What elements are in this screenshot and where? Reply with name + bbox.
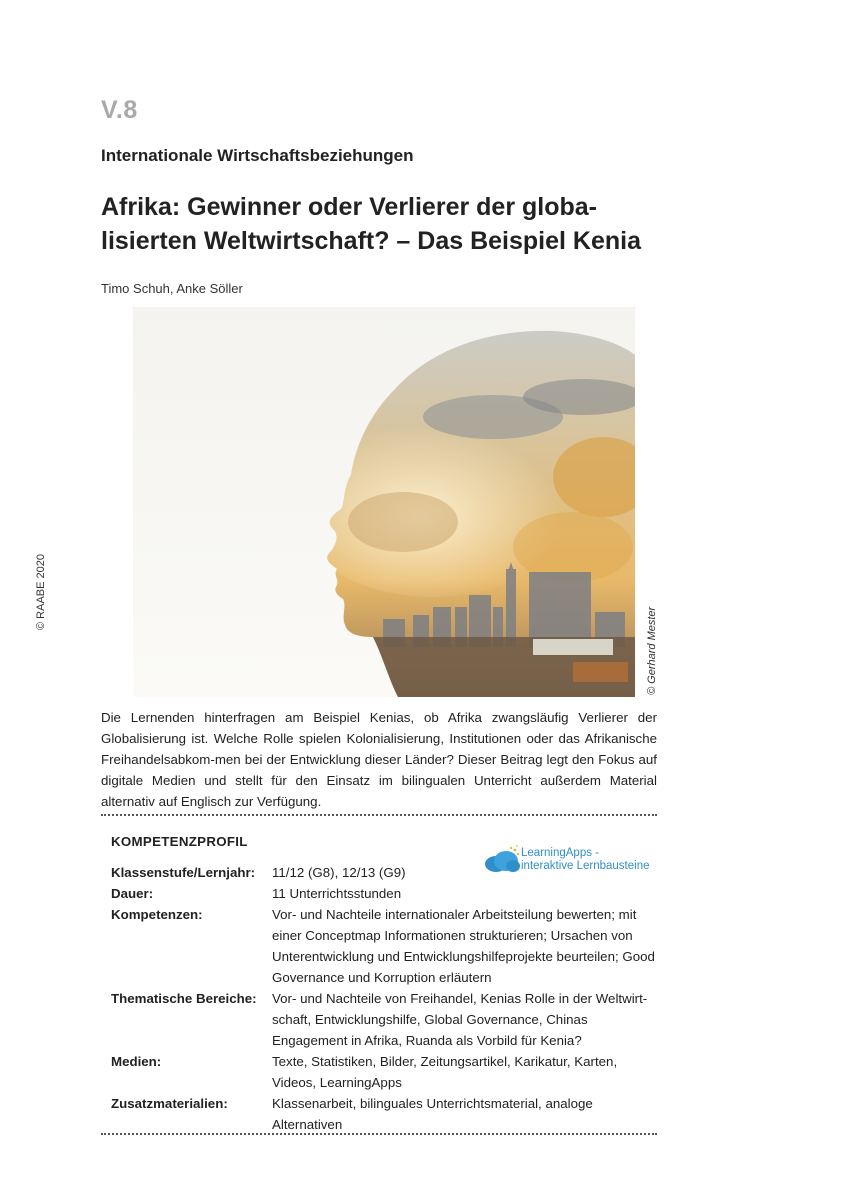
photo-credit: © Gerhard Mester	[646, 606, 658, 695]
profile-value: Klassenarbeit, bilinguales Unterrichtsmaterial, analoge Alternativen	[272, 1096, 593, 1132]
profile-row	[111, 1093, 657, 1135]
logo-text-line-1: LearningApps -	[521, 847, 599, 859]
logo-text-line-2: interaktive Lernbausteine	[521, 860, 650, 872]
subject-heading: Internationale Wirtschaftsbeziehungen	[101, 146, 414, 165]
profile-row	[111, 988, 657, 1051]
section-number: V.8	[101, 96, 138, 124]
profile-value: Texte, Statistiken, Bilder, Zeitungsartikel, Karikatur, Karten, Videos, LearningApps	[272, 1054, 618, 1090]
profile-row	[111, 1051, 657, 1093]
profile-label: Klassenstufe/Lernjahr:	[111, 865, 256, 880]
profile-row	[111, 883, 657, 904]
authors: Timo Schuh, Anke Söller	[101, 281, 243, 296]
side-copyright: © RAABE 2020	[35, 554, 47, 630]
profile-value: 11 Unterrichtsstunden	[272, 886, 402, 901]
profile-row	[111, 862, 657, 883]
title-line-1: Afrika: Gewinner oder Verlierer der globa-	[101, 193, 597, 221]
profile-row	[111, 904, 657, 988]
divider-top	[101, 814, 657, 816]
intro-paragraph: Die Lernenden hinterfragen am Beispiel Kenias, ob Afrika zwangsläufig Verlierer der Globalisierung ist. Welche Rolle spielen Kolonialisierung, Institutionen oder das Afrikanische Freihandelsabkom-men bei der Entwicklung dieser Länder? Dieser Beitrag legt den Fokus auf digitale Medien und stellt für den Einsatz im bilingualen Unterricht außerdem Material alternativ auf Englisch zur Verfügung.	[101, 710, 657, 809]
profile-label: Medien:	[111, 1054, 162, 1069]
profile-label: Zusatzmaterialien:	[111, 1096, 228, 1111]
profile-heading: KOMPETENZPROFIL	[111, 834, 248, 849]
profile-label: Dauer:	[111, 886, 154, 901]
profile-value: Vor- und Nachteile internationaler Arbeitsteilung bewerten; mit einer Conceptmap Informationen strukturieren; Ursachen von Unterentwicklung und Entwicklungshilfeprojekte beurteilen; Good Governance und Korruption erläutern	[272, 907, 655, 985]
profile-value: 11/12 (G8), 12/13 (G9)	[272, 865, 406, 880]
profile-table	[111, 862, 657, 1135]
divider-bottom	[101, 1133, 657, 1135]
title-line-2: lisierten Weltwirtschaft? – Das Beispiel Kenia	[101, 227, 641, 255]
hero-image-head-silhouette-city	[133, 307, 635, 697]
profile-label: Thematische Bereiche:	[111, 991, 257, 1006]
profile-value: Vor- und Nachteile von Freihandel, Kenias Rolle in der Weltwirt-schaft, Entwicklungshilfe, Global Governance, Chinas Engagement in Afrika, Ruanda als Vorbild für Kenia?	[272, 991, 648, 1048]
page-title	[101, 190, 681, 258]
profile-label: Kompetenzen:	[111, 907, 203, 922]
